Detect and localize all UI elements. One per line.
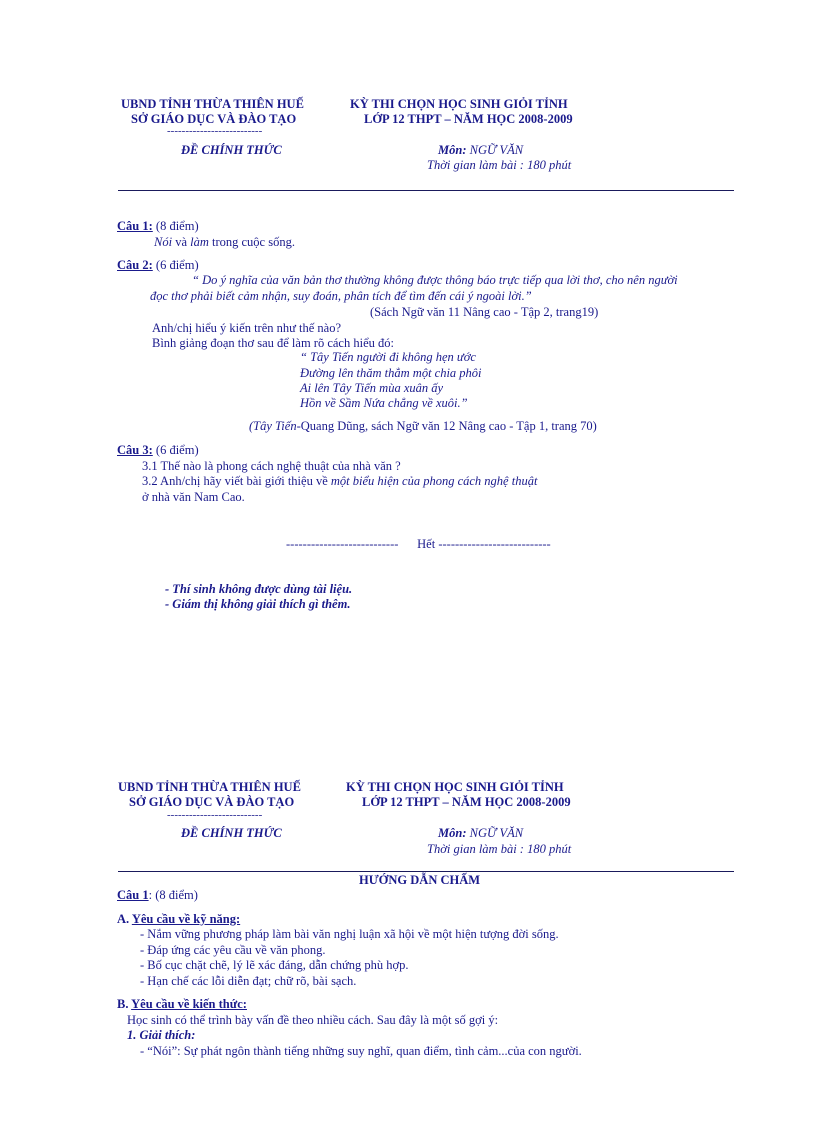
question-2-ask-1: Anh/chị hiểu ý kiến trên như thế nào?: [152, 321, 342, 335]
question-3-item-1: 3.1 Thế nào là phong cách nghệ thuật của nhà văn ?: [142, 459, 401, 473]
header-rule: [118, 871, 734, 872]
subject-label: Môn:: [438, 143, 467, 157]
guide-title: HƯỚNG DẪN CHẤM: [359, 873, 481, 887]
section-b-sub-1: 1. Giải thích:: [127, 1028, 196, 1042]
exam-grade-year: LỚP 12 THPT – NĂM HỌC 2008-2009: [364, 112, 573, 126]
question-1: [117, 219, 199, 234]
section-a-item: - Hạn chế các lỗi diễn đạt; chữ rõ, bài sạch.: [140, 974, 357, 988]
official-label: ĐỀ CHÍNH THỨC: [181, 143, 282, 157]
poem-source: (Tây Tiến-Quang Dũng, sách Ngữ văn 12 Nâng cao - Tập 1, trang 70): [249, 419, 597, 433]
question-3-item-2-cont: ở nhà văn Nam Cao.: [142, 490, 245, 504]
header-divider: --------------------------: [167, 809, 263, 821]
section-a-item: - Nắm vững phương pháp làm bài văn nghị luận xã hội về một hiện tượng đời sống.: [140, 927, 559, 941]
section-a-title: A. Yêu cầu về kỹ năng:: [117, 912, 241, 926]
department-name: SỞ GIÁO DỤC VÀ ĐÀO TẠO: [129, 795, 295, 809]
section-b-item: - “Nói”: Sự phát ngôn thành tiếng những suy nghĩ, quan điểm, tình cảm...của con người.: [140, 1044, 582, 1058]
subject-value: NGỮ VĂN: [469, 826, 524, 840]
poem-line: Đường lên thăm thẳm một chia phôi: [300, 366, 482, 380]
section-a-item: - Đáp ứng các yêu cầu về văn phong.: [140, 943, 326, 957]
exam-time: Thời gian làm bài : 180 phút: [427, 842, 572, 856]
question-2-source: (Sách Ngữ văn 11 Nâng cao - Tập 2, trang19): [370, 305, 599, 319]
subject-value: NGỮ VĂN: [469, 143, 524, 157]
section-a-item: - Bố cục chặt chẽ, lý lẽ xác đáng, dẫn chứng phù hợp.: [140, 958, 409, 972]
header-rule: [118, 190, 734, 191]
question-3: [117, 443, 199, 458]
poem-line: Hồn về Sầm Nứa chẳng về xuôi.”: [300, 396, 468, 410]
exam-title: KỲ THI CHỌN HỌC SINH GIỎI TỈNH: [346, 780, 564, 794]
question-1-points: (8 điểm): [155, 219, 199, 233]
agency-name: UBND TỈNH THỪA THIÊN HUẾ: [121, 97, 304, 111]
end-marker: --------------------------- Hết ---------------------------: [286, 537, 551, 551]
end-word: Hết: [417, 537, 436, 551]
exam-grade-year: LỚP 12 THPT – NĂM HỌC 2008-2009: [362, 795, 571, 809]
question-1-text: Nói và làm trong cuộc sống.: [154, 235, 295, 249]
header-divider: --------------------------: [167, 125, 263, 137]
question-1-label: Câu 1:: [117, 219, 153, 233]
question-3-label: Câu 3:: [117, 443, 153, 457]
question-3-points: (6 điểm): [155, 443, 199, 457]
question-2-points: (6 điểm): [155, 258, 199, 272]
department-name: SỞ GIÁO DỤC VÀ ĐÀO TẠO: [131, 112, 297, 126]
question-2-quote-line-1: “ Do ý nghĩa của văn bản thơ thường không được thông báo trực tiếp qua lời thơ, cho nên người: [192, 273, 678, 287]
question-2: [117, 258, 199, 273]
agency-name: UBND TỈNH THỪA THIÊN HUẾ: [118, 780, 301, 794]
subject-label: Môn:: [438, 826, 467, 840]
note: - Giám thị không giải thích gì thêm.: [165, 597, 351, 611]
note: - Thí sinh không được dùng tài liệu.: [165, 582, 353, 596]
question-2-ask-2: Bình giảng đoạn thơ sau để làm rõ cách hiểu đó:: [152, 336, 394, 350]
subject: [438, 826, 523, 841]
exam-time: Thời gian làm bài : 180 phút: [427, 158, 572, 172]
subject: [438, 143, 523, 158]
question-1-points: : (8 điểm): [148, 888, 198, 902]
question-2-label: Câu 2:: [117, 258, 153, 272]
question-3-item-2: 3.2 Anh/chị hãy viết bài giới thiệu về một biểu hiện của phong cách nghệ thuật: [142, 474, 538, 488]
section-b-title: B. Yêu cầu về kiến thức:: [117, 997, 247, 1011]
question-1-label: Câu 1: [117, 888, 149, 902]
section-b-intro: Học sinh có thể trình bày vấn đề theo nhiều cách. Sau đây là một số gợi ý:: [127, 1013, 499, 1027]
exam-title: KỲ THI CHỌN HỌC SINH GIỎI TỈNH: [350, 97, 568, 111]
poem-line: Ai lên Tây Tiến mùa xuân ấy: [300, 381, 444, 395]
question-2-quote-line-2: đọc thơ phải biết cảm nhận, suy đoán, phân tích để tìm đến cái ý ngoài lời.”: [150, 289, 532, 303]
official-label: ĐỀ CHÍNH THỨC: [181, 826, 282, 840]
poem-line: “ Tây Tiến người đi không hẹn ước: [300, 350, 476, 364]
question-1: [117, 888, 198, 903]
